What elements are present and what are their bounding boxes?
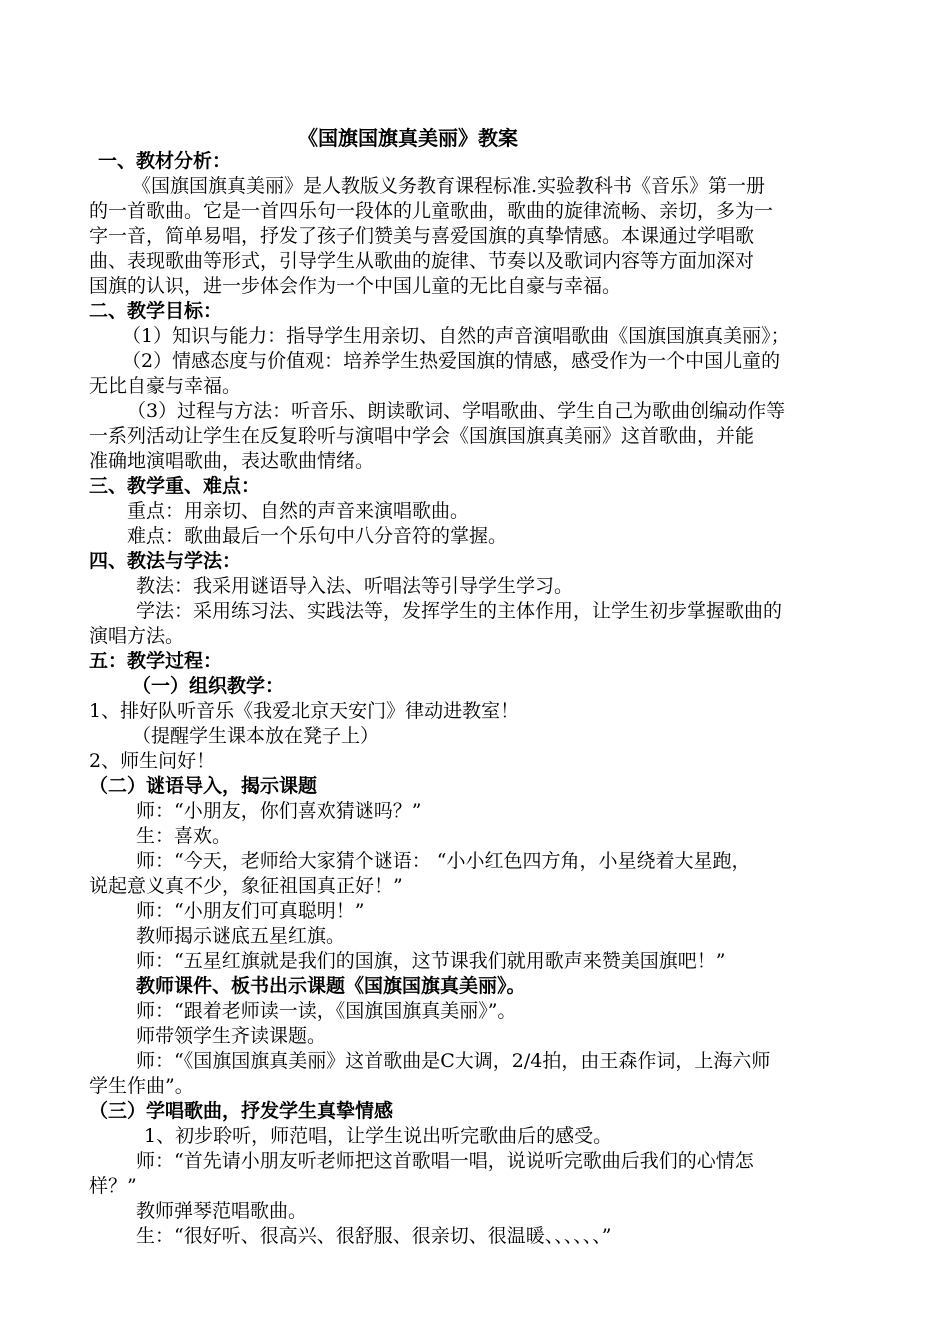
paragraph-line: 学法：采用练习法、实践法等，发挥学生的主体作用，让学生初步掌握歌曲的 — [136, 600, 783, 622]
paragraph-line: 教师揭示谜底五星红旗。 — [136, 925, 346, 947]
section-heading: 四、教法与学法： — [89, 550, 242, 572]
paragraph-line-bold: 教师课件、板书出示课题《国旗国旗真美丽》。 — [136, 975, 526, 997]
paragraph-line: 国旗的认识，进一步体会作为一个中国儿童的无比自豪与幸福。 — [89, 275, 622, 297]
paragraph-line: 一系列活动让学生在反复聆听与演唱中学会《国旗国旗真美丽》这首歌曲，并能 — [89, 425, 755, 447]
paragraph-line: 演唱方法。 — [89, 625, 185, 647]
paragraph-line: 师：“今天，老师给大家猜个谜语： “小小红色四方角，小星绕着大星跑， — [136, 850, 751, 872]
paragraph-line: 1、初步聆听，师范唱，让学生说出听完歌曲后的感受。 — [144, 1125, 613, 1147]
paragraph-line: 生：“很好听、很高兴、很舒服、很亲切、很温暖、、、、、、” — [136, 1225, 612, 1247]
paragraph-line: 重点：用亲切、自然的声音来演唱歌曲。 — [127, 500, 470, 522]
paragraph-line: 师：“五星红旗就是我们的国旗，这节课我们就用歌声来赞美国旗吧！” — [136, 950, 726, 972]
section-heading: 一、教材分析： — [98, 150, 232, 172]
paragraph-line: （1）知识与能力：指导学生用亲切、自然的声音演唱歌曲《国旗国旗真美丽》； — [122, 325, 790, 347]
paragraph-line: 生：喜欢。 — [136, 825, 232, 847]
paragraph-line: 2、师生问好！ — [89, 750, 216, 772]
paragraph-line: 师：“首先请小朋友听老师把这首歌唱一唱，说说听完歌曲后我们的心情怎 — [136, 1150, 754, 1172]
paragraph-line: 《国旗国旗真美丽》是人教版义务教育课程标准.实验教科书《音乐》第一册 — [132, 175, 766, 197]
paragraph-line: 难点：歌曲最后一个乐句中八分音符的掌握。 — [127, 525, 508, 547]
paragraph-line: 师：“《国旗国旗真美丽》这首歌曲是C大调，2/4拍，由王森作词，上海六师 — [136, 1050, 771, 1072]
subsection-heading: （三）学唱歌曲，抒发学生真挚情感 — [89, 1100, 394, 1122]
subsection-heading: （一）组织教学： — [132, 675, 285, 697]
paragraph-line: 师带领学生齐读课题。 — [136, 1025, 327, 1047]
section-heading: 五：教学过程： — [89, 650, 223, 672]
paragraph-line: 师：“跟着老师读一读，《国旗国旗真美丽》”。 — [136, 1000, 517, 1022]
paragraph-line: 学生作曲”。 — [89, 1075, 194, 1097]
paragraph-line: 师：“小朋友，你们喜欢猜谜吗？” — [136, 800, 422, 822]
paragraph-line: 样？” — [89, 1175, 137, 1197]
paragraph-line: 曲、表现歌曲等形式，引导学生从歌曲的旋律、节奏以及歌词内容等方面加深对 — [89, 250, 755, 272]
paragraph-line: 1、排好队听音乐《我爱北京天安门》律动进教室！ — [89, 700, 520, 722]
subsection-heading: （二）谜语导入，揭示课题 — [89, 775, 318, 797]
paragraph-line: 教师弹琴范唱歌曲。 — [136, 1200, 308, 1222]
paragraph-line: 无比自豪与幸福。 — [89, 375, 242, 397]
document-title: 《国旗国旗真美丽》教案 — [298, 126, 518, 150]
paragraph-line: （2）情感态度与价值观：培养学生热爱国旗的情感，感受作为一个中国儿童的 — [122, 350, 781, 372]
paragraph-line: 师：“小朋友们可真聪明！” — [136, 900, 365, 922]
paragraph-line: 的一首歌曲。它是一首四乐句一段体的儿童歌曲，歌曲的旋律流畅、亲切，多为一 — [89, 200, 774, 222]
paragraph-line: （3）过程与方法：听音乐、朗读歌词、学唱歌曲、学生自己为歌曲创编动作等 — [127, 400, 786, 422]
paragraph-line: （提醒学生课本放在凳子上） — [132, 725, 380, 747]
paragraph-line: 教法：我采用谜语导入法、听唱法等引导学生学习。 — [136, 575, 574, 597]
paragraph-line: 准确地演唱歌曲，表达歌曲情绪。 — [89, 450, 375, 472]
section-heading: 二、教学目标： — [89, 300, 223, 322]
paragraph-line: 字一音，简单易唱，抒发了孩子们赞美与喜爱国旗的真挚情感。本课通过学唱歌 — [89, 225, 755, 247]
section-heading: 三、教学重、难点： — [89, 475, 261, 497]
paragraph-line: 说起意义真不少，象征祖国真正好！” — [89, 875, 403, 897]
